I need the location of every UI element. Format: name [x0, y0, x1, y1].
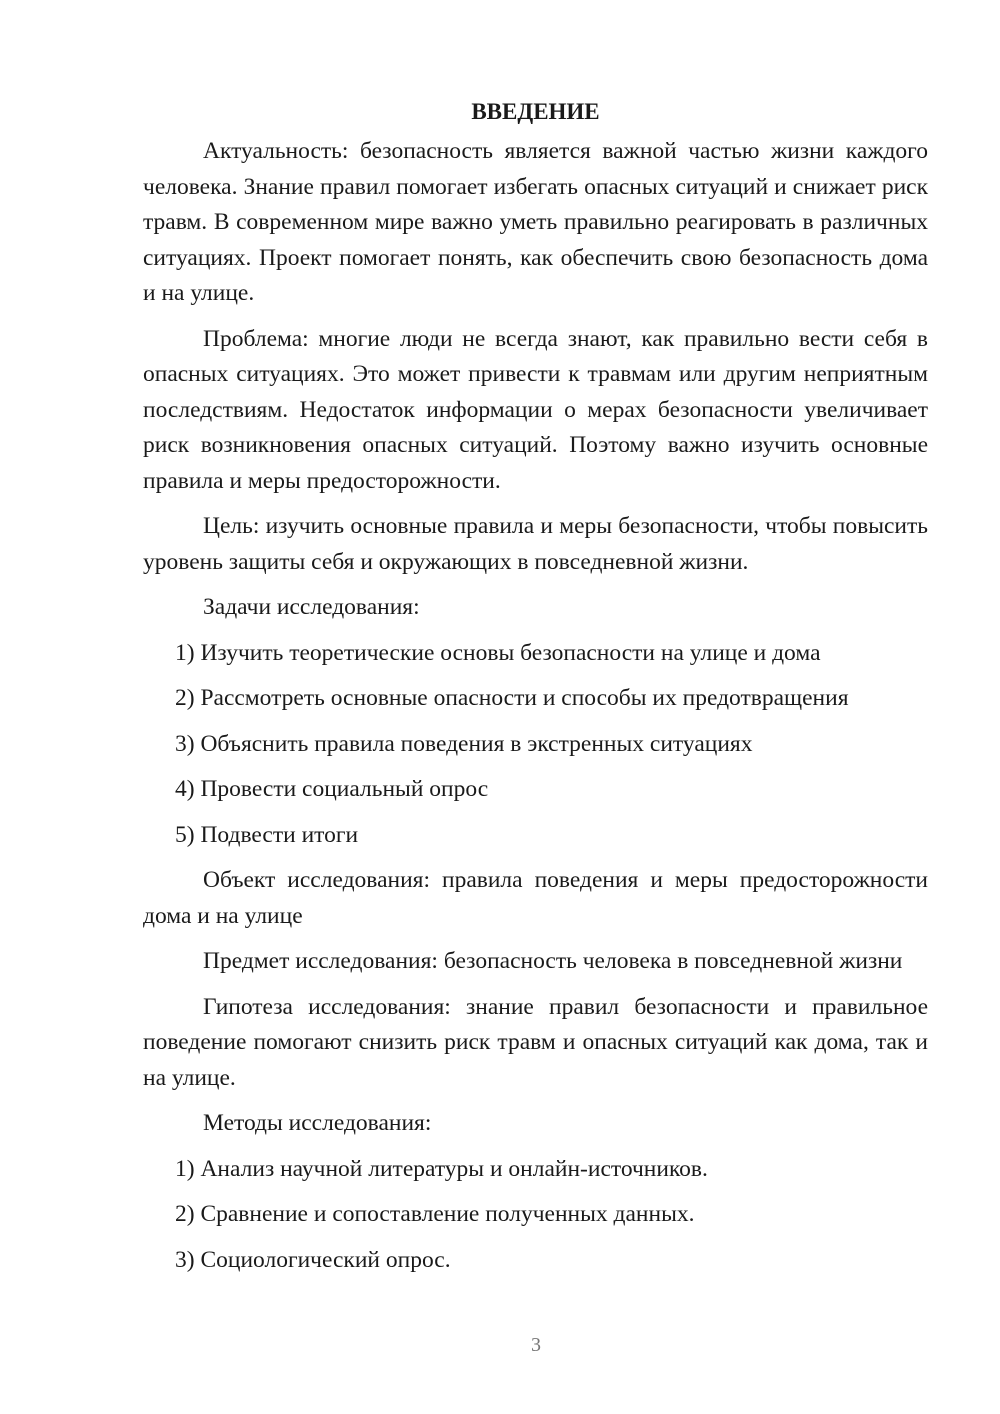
object-paragraph: Объект исследования: правила поведения и меры предосторожности дома и на улице: [143, 867, 928, 929]
subject-paragraph: Предмет исследования: безопасность человека в повседневной жизни: [203, 948, 903, 974]
task-item: 4) Провести социальный опрос: [175, 776, 489, 802]
page-content: [143, 94, 928, 1288]
methods-list: [143, 1152, 928, 1279]
methods-heading: Методы исследования:: [203, 1110, 432, 1136]
hypothesis-paragraph: Гипотеза исследования: знание правил безопасности и правильное поведение помогают снизить риск травм и опасных ситуаций как дома, так и на улице.: [143, 993, 928, 1091]
goal-paragraph: Цель: изучить основные правила и меры безопасности, чтобы повысить уровень защиты себя и окружающих в повседневной жизни.: [143, 513, 928, 575]
method-item: 1) Анализ научной литературы и онлайн-источников.: [175, 1155, 708, 1182]
task-item: 3) Объяснить правила поведения в экстренных ситуациях: [175, 730, 753, 757]
relevance-paragraph: Актуальность: безопасность является важной частью жизни каждого человека. Знание правил помогает избегать опасных ситуаций и снижает риск травм. В современном мире важно уметь правильно реагировать в различных ситуациях. Проект помогает понять, как обеспечить свою безопасность дома и на улице.: [143, 138, 928, 306]
task-item: 2) Рассмотреть основные опасности и способы их предотвращения: [175, 685, 849, 711]
tasks-heading: Задачи исследования:: [203, 594, 420, 620]
problem-paragraph: Проблема: многие люди не всегда знают, как правильно вести себя в опасных ситуациях. Это может привести к травмам или другим неприятным последствиям. Недостаток информации о мерах безопасности увеличивает риск возникновения опасных ситуаций. Поэтому важно изучить основные правила и меры предосторожности.: [143, 325, 928, 494]
task-item: 1) Изучить теоретические основы безопасности на улице и дома: [175, 639, 821, 666]
task-item: 5) Подвести итоги: [175, 821, 359, 848]
tasks-list: [143, 636, 928, 854]
page-number: 3: [531, 1334, 541, 1356]
section-title: ВВЕДЕНИЕ: [471, 99, 600, 124]
method-item: 3) Социологический опрос.: [175, 1246, 451, 1273]
method-item: 2) Сравнение и сопоставление полученных данных.: [175, 1201, 695, 1227]
